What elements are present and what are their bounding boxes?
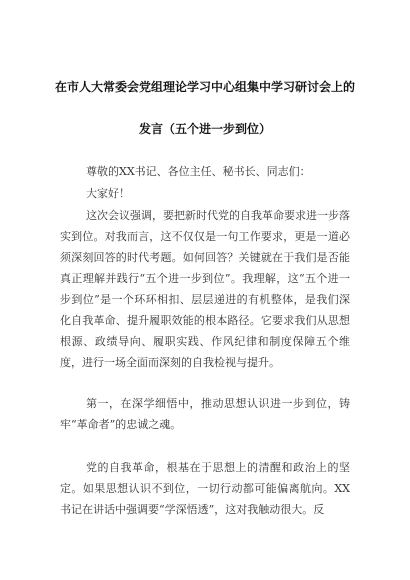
paragraph-1: 这次会议强调，要把新时代党的自我革命要求进一步落实到位。对我而言，这不仅仅是一句工作要求，更是一道必须深刻回答的时代考题。如何回答？关键就在于我们是否能真正理解并践行“五个进一步到位”。我理解，这“五个进一步到位”是一个环环相扣、层层递进的有机整体，是我们深化自我革命、提升履职效能的根本路径。它要求我们从思想根源、政绩导向、履职实践、作风纪律和制度保障五个维度，进行一场全面而深刻的自我检视与提升。 [60, 209, 350, 369]
document-title-line-1: 在市人大常委会党组理论学习中心组集中学习研讨会上的 [54, 80, 355, 94]
document-title-line-2: 发言（五个进一步到位） [138, 122, 271, 136]
greeting-line: 尊敬的XX书记、各位主任、秘书长、同志们： [86, 165, 311, 178]
paragraph-2: 第一，在深学细悟中，推动思想认识进一步到位，铸牢“革命者”的忠诚之魂。 [60, 397, 350, 431]
opening-line: 大家好！ [86, 187, 130, 200]
paragraph-3: 党的自我革命，根基在于思想上的清醒和政治上的坚定。如果思想认识不到位，一切行动都可能偏离航向。XX书记在讲话中强调要“学深悟透”，这对我触动很大。反 [60, 461, 350, 516]
